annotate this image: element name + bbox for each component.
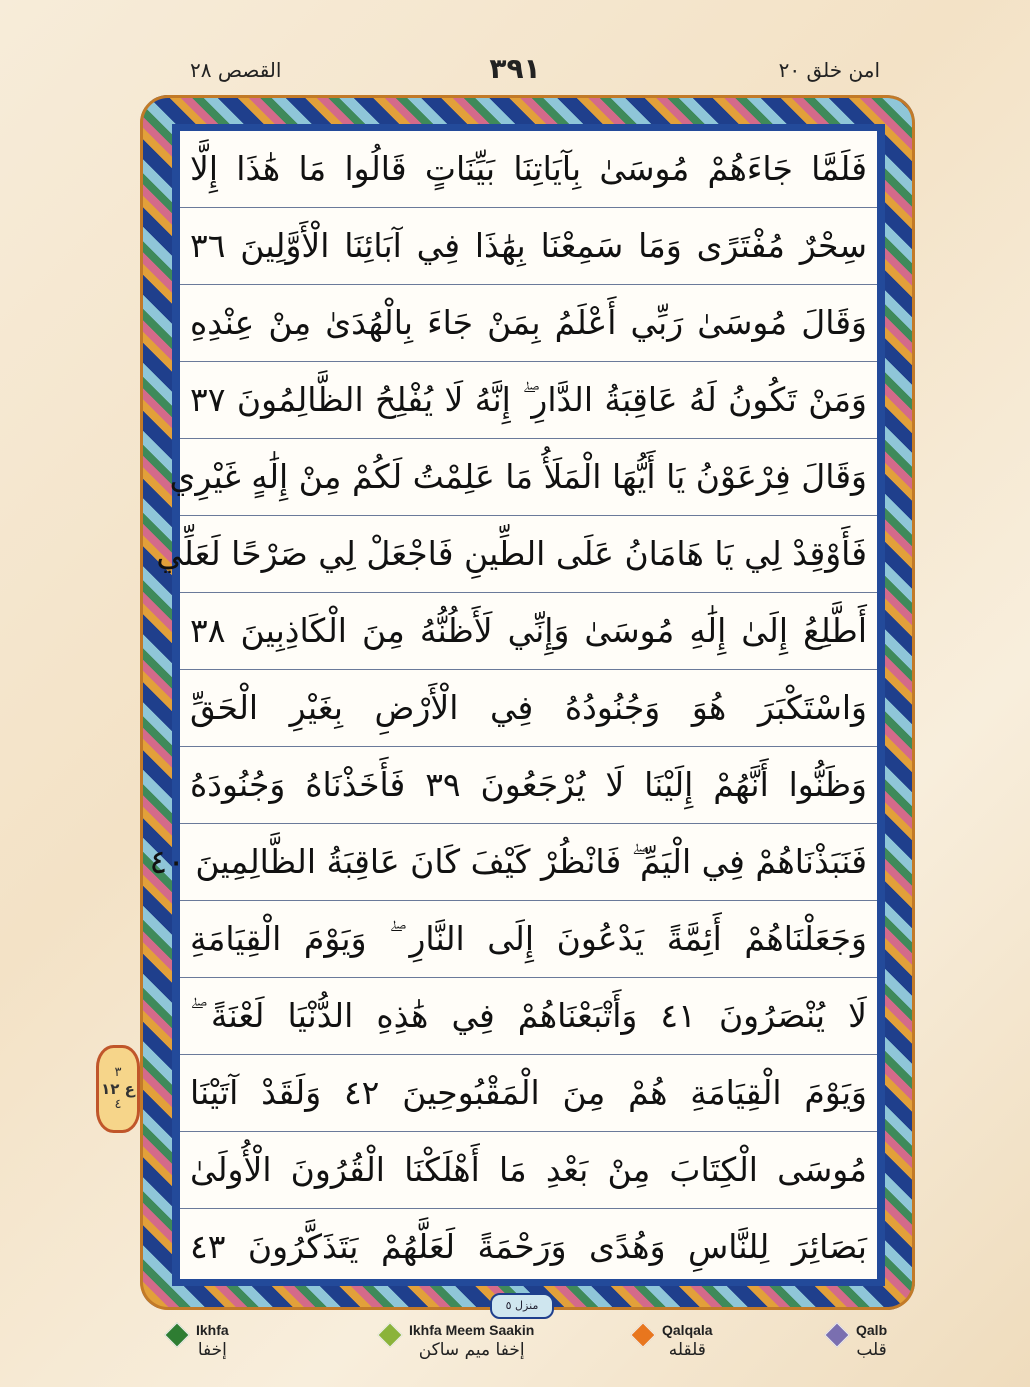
text-line-7: أَطَّلِعُ إِلَىٰ إِلَٰهِ مُوسَىٰ وَإِنِّي لَأَظُنُّهُ مِنَ الْكَاذِبِينَ ٣٨: [180, 593, 877, 670]
legend-label-en: Ikhfa: [196, 1322, 229, 1338]
text-line-9: وَظَنُّوا أَنَّهُمْ إِلَيْنَا لَا يُرْجَعُونَ ٣٩ فَأَخَذْنَاهُ وَجُنُودَهُ: [180, 747, 877, 824]
legend-qalb: [822, 1322, 887, 1360]
text-line-8: وَاسْتَكْبَرَ هُوَ وَجُنُودُهُ فِي الْأَرْضِ بِغَيْرِ الْحَقِّ: [180, 670, 877, 747]
diamond-icon: [824, 1322, 849, 1347]
ruku-bottom: ٤: [114, 1097, 122, 1112]
text-line-11: وَجَعَلْنَاهُمْ أَئِمَّةً يَدْعُونَ إِلَى النَّارِ ۖ وَيَوْمَ الْقِيَامَةِ: [180, 901, 877, 978]
text-line-13: وَيَوْمَ الْقِيَامَةِ هُمْ مِنَ الْمَقْبُوحِينَ ٤٢ وَلَقَدْ آتَيْنَا: [180, 1055, 877, 1132]
legend-label-en: Qalb: [856, 1322, 888, 1338]
text-line-12: لَا يُنْصَرُونَ ٤١ وَأَتْبَعْنَاهُمْ فِي هَٰذِهِ الدُّنْيَا لَعْنَةً ۖ: [180, 978, 877, 1055]
diamond-icon: [377, 1322, 402, 1347]
text-line-15: بَصَائِرَ لِلنَّاسِ وَهُدًى وَرَحْمَةً لَعَلَّهُمْ يَتَذَكَّرُونَ ٤٣: [190, 1227, 867, 1266]
ruku-top: ٣: [114, 1065, 122, 1080]
manzil-marker: منزل ٥: [490, 1293, 554, 1319]
legend-qalqala: [628, 1322, 713, 1360]
text-line-3: وَقَالَ مُوسَىٰ رَبِّي أَعْلَمُ بِمَنْ جَاءَ بِالْهُدَىٰ مِنْ عِنْدِهِ: [180, 285, 877, 362]
legend-ikhfa-meem-saakin: [375, 1322, 534, 1360]
legend-label-en: Ikhfa Meem Saakin: [409, 1322, 535, 1338]
ruku-marker: [96, 1045, 140, 1133]
diamond-icon: [630, 1322, 655, 1347]
legend-label-en: Qalqala: [662, 1322, 713, 1338]
page-number: ٣٩١: [489, 52, 541, 85]
text-line-5: وَقَالَ فِرْعَوْنُ يَا أَيُّهَا الْمَلَأُ مَا عَلِمْتُ لَكُمْ مِنْ إِلَٰهٍ غَيْرِي: [180, 439, 877, 516]
surah-name: القصص ٢٨: [190, 58, 282, 82]
juz-name: امن خلق ٢٠: [778, 58, 880, 82]
legend-label-ar: إخفا ميم ساكن: [418, 1340, 525, 1360]
legend-label-ar: قلقله: [668, 1340, 706, 1360]
text-line-2: سِحْرٌ مُفْتَرًى وَمَا سَمِعْنَا بِهَٰذَا فِي آبَائِنَا الْأَوَّلِينَ ٣٦: [180, 208, 877, 285]
legend-ikhfa: [162, 1322, 229, 1360]
text-line-10: فَنَبَذْنَاهُمْ فِي الْيَمِّ ۖ فَانْظُرْ كَيْفَ كَانَ عَاقِبَةُ الظَّالِمِينَ ٤٠: [180, 824, 877, 901]
text-line-1: فَلَمَّا جَاءَهُمْ مُوسَىٰ بِآيَاتِنَا بَيِّنَاتٍ قَالُوا مَا هَٰذَا إِلَّا: [180, 131, 877, 208]
verse-text-area: [149, 131, 877, 1279]
diamond-icon: [164, 1322, 189, 1347]
ruku-middle: ع ١٢: [101, 1080, 135, 1098]
text-line-4: وَمَنْ تَكُونُ لَهُ عَاقِبَةُ الدَّارِ ۖ إِنَّهُ لَا يُفْلِحُ الظَّالِمُونَ ٣٧: [180, 362, 877, 439]
legend-label-ar: قلب: [856, 1340, 887, 1360]
legend-label-ar: إخفا: [197, 1340, 227, 1360]
text-line-6: فَأَوْقِدْ لِي يَا هَامَانُ عَلَى الطِّينِ فَاجْعَلْ لِي صَرْحًا لَعَلِّي: [180, 516, 877, 593]
text-line-14: مُوسَى الْكِتَابَ مِنْ بَعْدِ مَا أَهْلَكْنَا الْقُرُونَ الْأُولَىٰ: [180, 1132, 877, 1209]
